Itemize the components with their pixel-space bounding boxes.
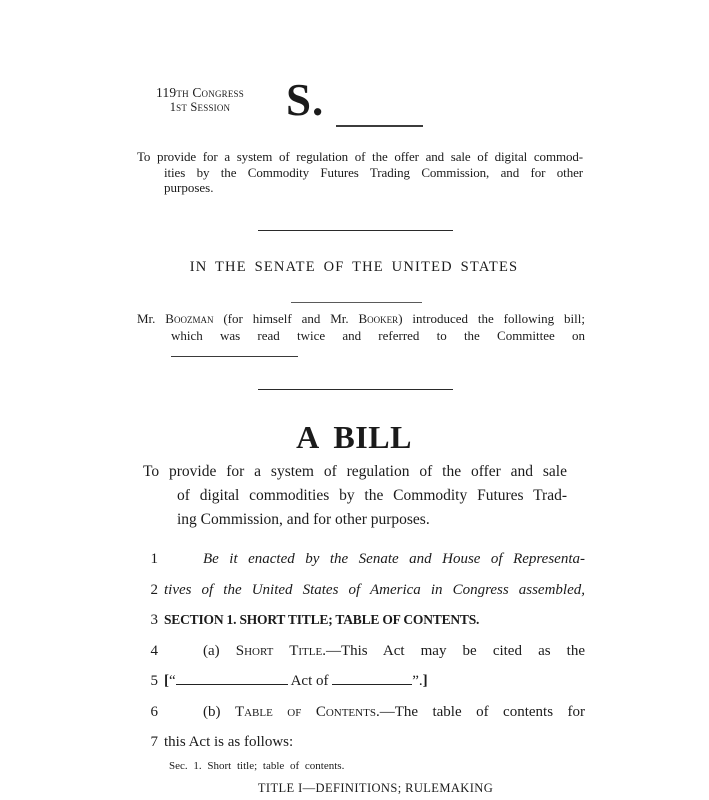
close-bracket: ] <box>422 673 428 689</box>
line-number: 3 <box>150 612 158 628</box>
subsection-a-label: (a) <box>203 642 236 659</box>
line-number: 2 <box>150 581 158 598</box>
act-year-blank <box>332 673 412 685</box>
bill-text-row <box>0 582 709 599</box>
short-title-rest: .—This Act may be cited as the <box>322 642 585 659</box>
committee-blank-line <box>171 356 298 357</box>
line-number: 6 <box>150 703 158 720</box>
sponsor-name-boozman: Boozman <box>165 311 214 326</box>
long-title-line-1: To provide for a system of regulation of the offer and sale <box>143 463 567 480</box>
close-quote: ”. <box>412 673 423 689</box>
line-number: 5 <box>150 673 158 689</box>
bill-text-row <box>0 551 709 568</box>
bill-number-blank-line <box>336 125 423 127</box>
section-1-heading: SECTION 1. SHORT TITLE; TABLE OF CONTENTS. <box>164 612 480 627</box>
line-number: 1 <box>150 551 158 567</box>
sponsor-line-2: which was read twice and referred to the Committee on <box>171 328 585 343</box>
act-of-text: Act of <box>287 673 333 689</box>
sponsor-suffix: ) introduced the following bill; <box>398 311 585 326</box>
table-of-contents-line <box>164 704 585 721</box>
toc-sec-entry: Sec. 1. Short title; table of contents. <box>169 760 345 772</box>
line-number: 7 <box>150 734 158 750</box>
session-number: 1st Session <box>169 100 231 114</box>
bill-text-row <box>0 673 709 690</box>
act-name-blank <box>176 673 288 685</box>
horizontal-rule <box>258 230 453 231</box>
bill-text-row <box>0 643 709 660</box>
sponsor-line-1 <box>137 311 585 327</box>
bill-heading: A BILL <box>296 419 412 455</box>
line-number: 4 <box>150 642 158 659</box>
official-title-line-3: purposes. <box>164 180 214 195</box>
bill-type-label: S. <box>286 75 325 125</box>
sponsor-mid: (for himself and Mr. <box>213 311 359 326</box>
toc-smallcaps: Table of Contents <box>234 703 376 720</box>
toc-title-i-heading: TITLE I—DEFINITIONS; RULEMAKING <box>257 781 494 795</box>
enacting-clause-line-2: tives of the United States of America in Congress assembled, <box>164 581 585 598</box>
open-bracket: [ <box>164 673 169 689</box>
horizontal-rule <box>258 389 453 390</box>
open-quote: “ <box>169 673 176 689</box>
congress-number: 119th Congress <box>156 85 244 100</box>
long-title-line-3: ing Commission, and for other purposes. <box>177 510 430 528</box>
official-title-line-2: ities by the Commodity Futures Trading Commission, and for other <box>164 164 583 180</box>
chamber-heading: IN THE SENATE OF THE UNITED STATES <box>189 259 519 275</box>
subsection-b-label: (b) <box>203 703 235 720</box>
sponsor-divider-rule <box>291 302 422 303</box>
sponsor-name-booker: Booker <box>358 311 399 326</box>
short-title-smallcaps: Short Title <box>235 642 323 659</box>
official-title-line-1: To provide for a system of regulation of the offer and sale of digital commod- <box>137 149 583 164</box>
long-title-line-2: of digital commodities by the Commodity Futures Trad- <box>177 487 567 504</box>
bill-text-row <box>0 612 709 629</box>
follows-line: this Act is as follows: <box>164 734 294 750</box>
enacting-clause-line-1: Be it enacted by the Senate and House of Representa- <box>203 551 585 567</box>
sponsor-prefix: Mr. <box>137 311 166 326</box>
bill-text-row <box>0 734 709 751</box>
toc-rest: .—The table of contents for <box>375 703 585 720</box>
act-name-blank-line <box>164 673 585 690</box>
short-title-line <box>164 643 585 660</box>
congress-session-block <box>135 86 265 114</box>
bill-text-row <box>0 704 709 721</box>
